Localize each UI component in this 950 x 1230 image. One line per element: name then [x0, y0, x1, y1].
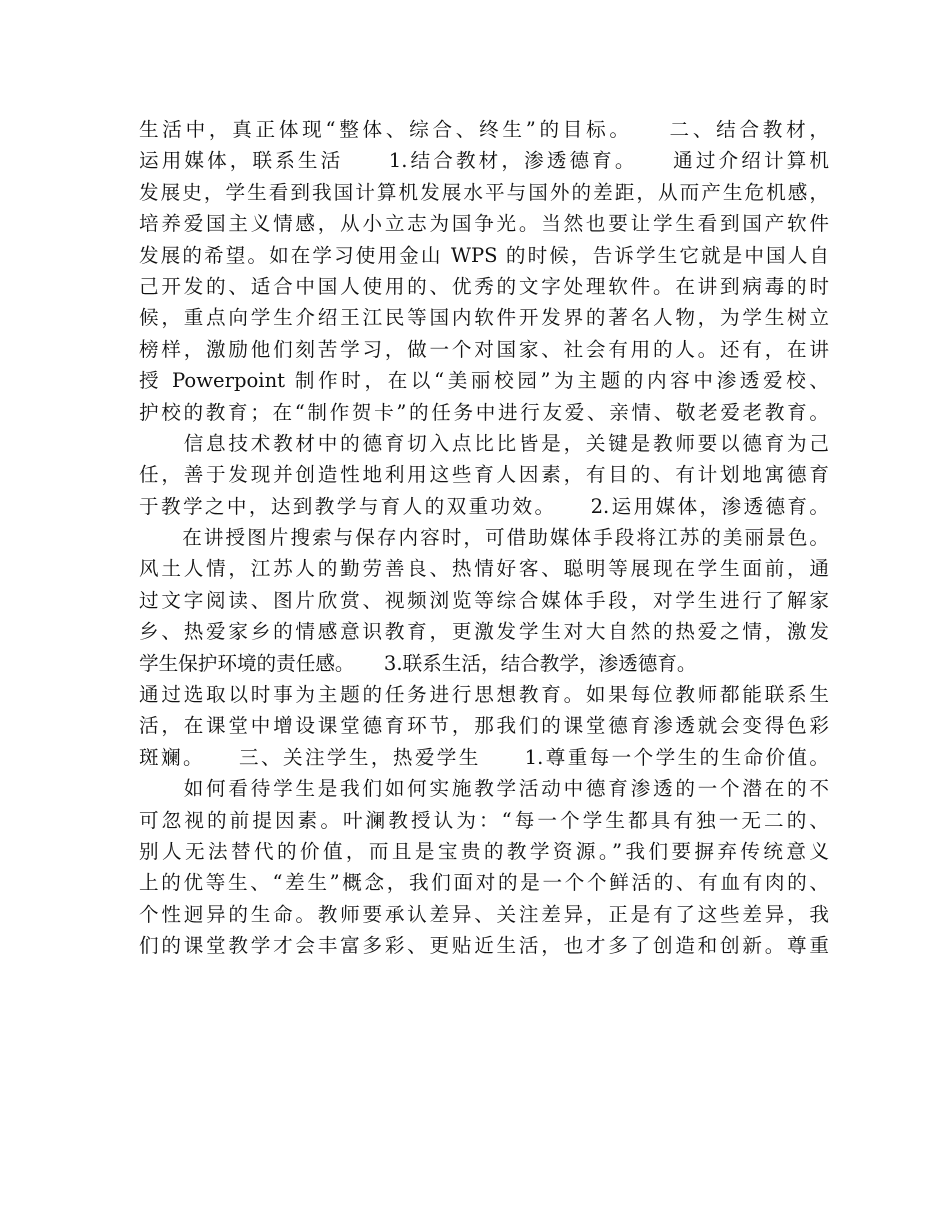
text-line: 生活中，真正体现“整体、综合、终生”的目标。 二、结合教材， — [139, 118, 829, 141]
text-line: 别人无法替代的价值，而且是宝贵的教学资源。”我们要摒弃传统意义 — [139, 839, 829, 863]
text-line: 发展的希望。如在学习使用金山 WPS 的时候，告诉学生它就是中国人自 — [139, 243, 829, 267]
text-line: 们的课堂教学才会丰富多彩、更贴近生活，也才多了创造和创新。尊重 — [139, 934, 829, 958]
text-line: 过文字阅读、图片欣赏、视频浏览等综合媒体手段，对学生进行了解家 — [139, 588, 829, 612]
text-line: 可忽视的前提因素。叶澜教授认为：“每一个学生都具有独一无二的、 — [139, 808, 829, 832]
text-line: 培养爱国主义情感，从小立志为国争光。当然也要让学生看到国产软件 — [139, 212, 829, 236]
text-line: 活，在课堂中增设课堂德育环节，那我们的课堂德育渗透就会变得色彩 — [139, 714, 829, 738]
text-line: 护校的教育；在“制作贺卡”的任务中进行友爱、亲情、敬老爱老教育。 — [139, 400, 829, 424]
text-line: 通过选取以时事为主题的任务进行思想教育。如果每位教师都能联系生 — [139, 683, 829, 707]
text-line: 乡、热爱家乡的情感意识教育，更激发学生对大自然的热爱之情，激发 — [139, 620, 829, 644]
text-line: 个性迥异的生命。教师要承认差异、关注差异，正是有了这些差异，我 — [139, 902, 829, 926]
text-line: 授 Powerpoint 制作时，在以“美丽校园”为主题的内容中渗透爱校、 — [139, 369, 829, 393]
text-line: 于教学之中，达到教学与育人的双重功效。 2.运用媒体，渗透德育。 — [139, 494, 829, 518]
text-line: 榜样，激励他们刻苦学习，做一个对国家、社会有用的人。还有，在讲 — [139, 337, 829, 361]
text-line: 学生保护环境的责任感。 3.联系生活，结合教学，渗透德育。 — [139, 651, 697, 675]
text-line: 上的优等生、“差生”概念，我们面对的是一个个鲜活的、有血有肉的、 — [139, 871, 829, 895]
text-line: 任，善于发现并创造性地利用这些育人因素，有目的、有计划地寓德育 — [139, 463, 829, 487]
text-line: 风土人情，江苏人的勤劳善良、热情好客、聪明等展现在学生面前，通 — [139, 557, 829, 581]
text-line: 发展史，学生看到我国计算机发展水平与国外的差距，从而产生危机感， — [139, 180, 829, 204]
text-line: 如何看待学生是我们如何实施教学活动中德育渗透的一个潜在的不 — [139, 777, 829, 801]
text-line: 斑斓。 三、关注学生，热爱学生 1.尊重每一个学生的生命价值。 — [139, 745, 829, 769]
text-line: 候，重点向学生介绍王江民等国内软件开发界的著名人物，为学生树立 — [139, 306, 829, 330]
text-line: 运用媒体，联系生活 1.结合教材，渗透德育。 通过介绍计算机 — [139, 149, 829, 173]
text-line: 在讲授图片搜索与保存内容时，可借助媒体手段将江苏的美丽景色。 — [139, 526, 829, 550]
text-line: 信息技术教材中的德育切入点比比皆是，关键是教师要以德育为己 — [139, 431, 829, 455]
text-line: 己开发的、适合中国人使用的、优秀的文字处理软件。在讲到病毒的时 — [139, 274, 829, 298]
body-text — [139, 114, 829, 962]
